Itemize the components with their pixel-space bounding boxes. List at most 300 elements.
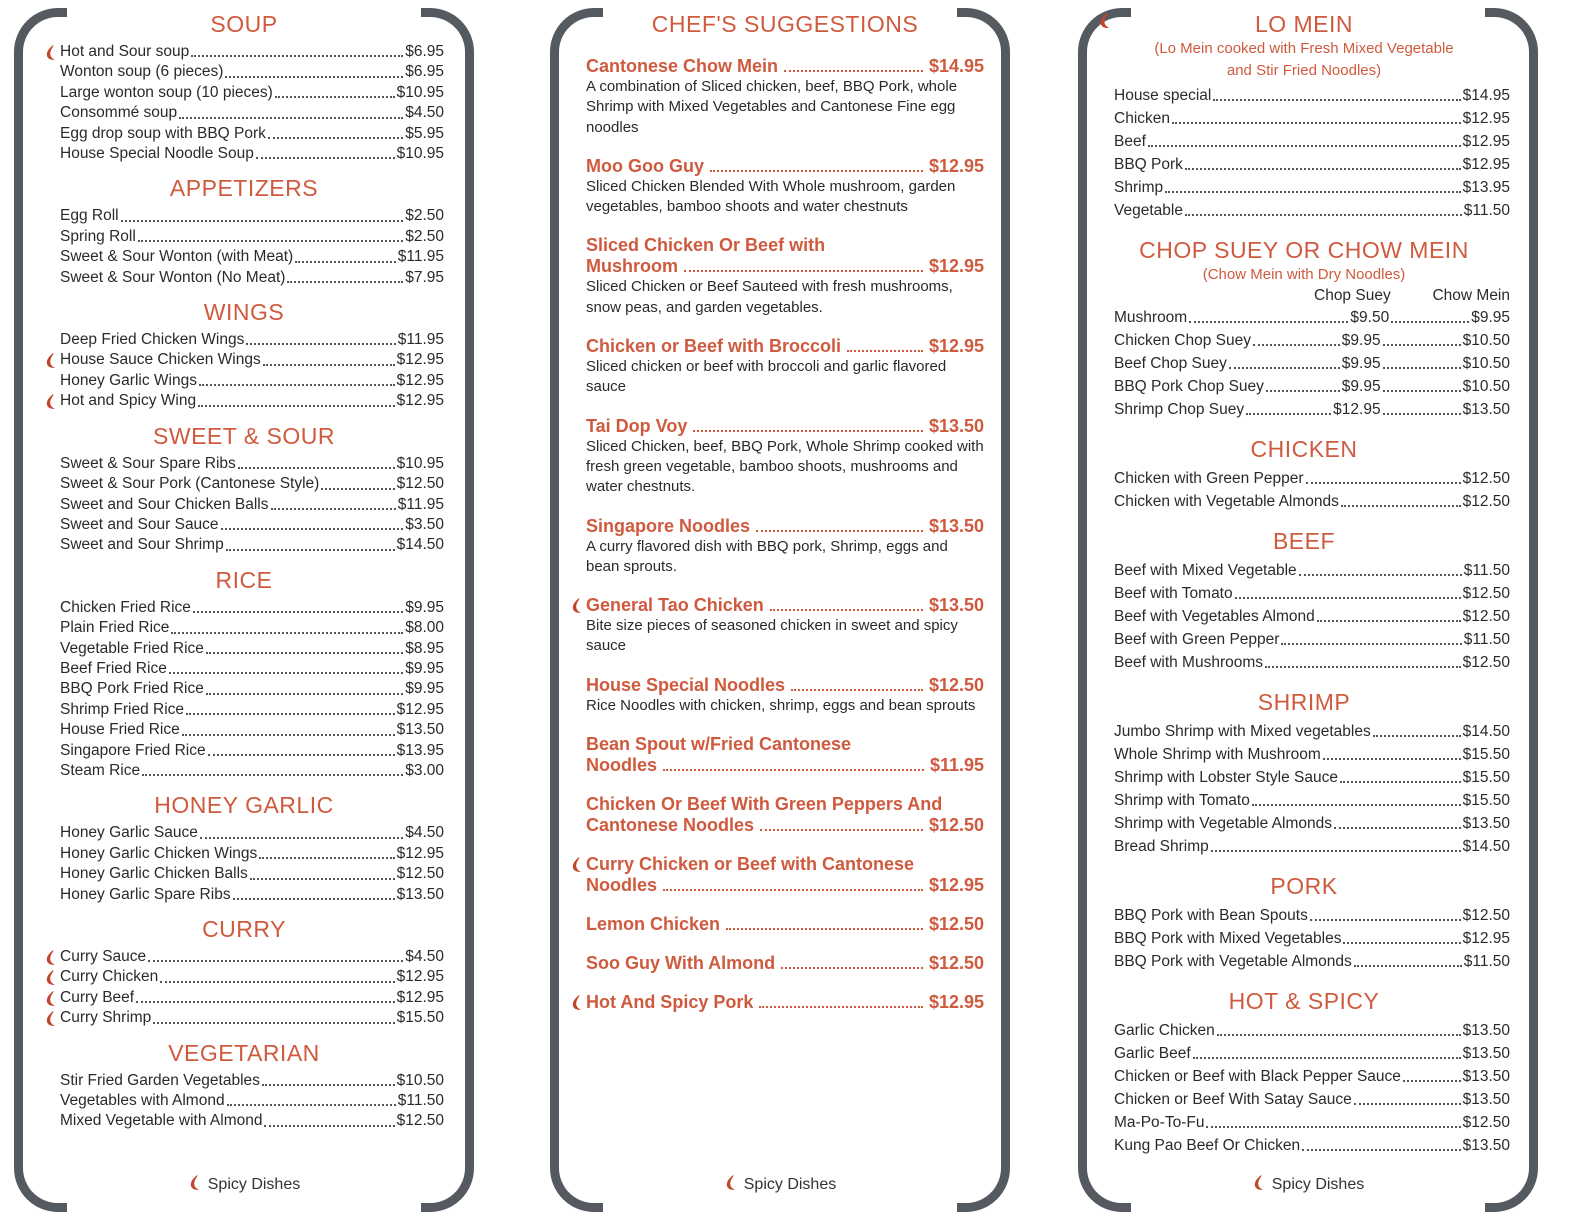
leader-dots xyxy=(250,878,395,880)
leader-dots xyxy=(1306,482,1461,484)
dish-price: $13.50 xyxy=(928,595,984,616)
leader-dots xyxy=(153,1022,394,1024)
leader-dots xyxy=(268,137,403,139)
dish-heading xyxy=(586,416,984,437)
menu-item-price: $12.95 xyxy=(1462,156,1510,173)
dish-name-line: Curry Chicken or Beef with Cantonese xyxy=(586,854,915,875)
menu-section xyxy=(1098,987,1510,1157)
dish-price: $13.50 xyxy=(928,515,984,536)
menu-item-name: Chicken with Vegetable Almonds xyxy=(1114,493,1339,510)
menu-item-name: BBQ Pork xyxy=(1114,156,1183,173)
leader-dots xyxy=(1383,344,1461,346)
menu-item-name: Beef xyxy=(1114,133,1146,150)
menu-item xyxy=(44,495,444,515)
section-lo-mein xyxy=(1098,10,1510,222)
leader-dots xyxy=(221,528,404,530)
menu-item xyxy=(1098,766,1510,789)
menu-item-name: Curry Sauce xyxy=(60,948,147,965)
leader-dots xyxy=(246,343,395,345)
leader-dots xyxy=(1193,1057,1461,1059)
leader-dots xyxy=(726,928,923,930)
menu-item-price: $12.50 xyxy=(396,475,444,493)
menu-item xyxy=(1098,651,1510,674)
dish-name: House Special Noodles xyxy=(586,674,786,695)
leader-dots xyxy=(182,734,395,736)
menu-item xyxy=(1098,1088,1510,1111)
menu-section xyxy=(44,422,444,556)
menu-item xyxy=(44,144,444,164)
menu-item-price: $7.95 xyxy=(405,268,444,286)
menu-item xyxy=(1098,130,1510,153)
leader-dots xyxy=(1211,850,1461,852)
menu-item xyxy=(1098,743,1510,766)
dish-price: $12.50 xyxy=(928,815,984,836)
menu-section xyxy=(1098,435,1510,513)
menu-item-price-chow-mein: $10.50 xyxy=(1462,332,1510,349)
leader-dots xyxy=(759,1006,923,1008)
menu-item xyxy=(44,535,444,555)
menu-item-price: $13.50 xyxy=(396,885,444,903)
leader-dots xyxy=(121,220,404,222)
menu-item-price: $15.50 xyxy=(1462,792,1510,809)
menu-item-name: Sweet & Sour Wonton (with Meat) xyxy=(60,248,294,266)
spicy-legend xyxy=(550,1176,1010,1194)
menu-item-price: $3.50 xyxy=(405,515,444,533)
menu-item-name: Ma-Po-To-Fu xyxy=(1114,1114,1205,1131)
menu-item xyxy=(44,83,444,103)
leader-dots xyxy=(1265,666,1461,668)
menu-item-name: Honey Garlic Chicken Balls xyxy=(60,865,248,883)
dish-heading xyxy=(586,815,984,836)
dish-name: Soo Guy With Almond xyxy=(586,953,776,974)
leader-dots xyxy=(1185,214,1462,216)
leader-dots xyxy=(1281,643,1461,645)
section-chop-suey xyxy=(1098,236,1510,421)
leader-dots xyxy=(1391,321,1469,323)
menu-item-name: Curry Beef xyxy=(60,988,135,1006)
menu-item xyxy=(44,350,444,370)
dish-name: Tai Dop Voy xyxy=(586,415,688,436)
menu-item-price: $12.95 xyxy=(396,700,444,718)
right-menu-content xyxy=(1098,10,1510,1171)
chef-dish xyxy=(586,416,984,498)
menu-item xyxy=(1098,605,1510,628)
dish-price: $12.50 xyxy=(928,914,984,935)
menu-item-price: $4.50 xyxy=(405,948,444,965)
menu-item-price: $8.00 xyxy=(405,619,444,637)
menu-item xyxy=(1098,490,1510,513)
menu-item-name: Beef with Mixed Vegetable xyxy=(1114,562,1297,579)
chili-pepper-icon xyxy=(1098,12,1110,29)
menu-item-name: Steam Rice xyxy=(60,761,141,779)
menu-item-name: Jumbo Shrimp with Mixed vegetables xyxy=(1114,723,1371,740)
column-header-chop-suey: Chop Suey xyxy=(1314,287,1391,304)
menu-item-name: Beef Fried Rice xyxy=(60,659,167,677)
menu-item xyxy=(44,227,444,247)
menu-item-price: $13.50 xyxy=(1462,1091,1510,1108)
menu-item-name: Shrimp with Tomato xyxy=(1114,792,1250,809)
leader-dots xyxy=(1185,168,1461,170)
dish-price: $12.50 xyxy=(928,953,984,974)
menu-item-price: $12.50 xyxy=(396,865,444,883)
dish-name-line: Sliced Chicken Or Beef with xyxy=(586,235,826,256)
leader-dots xyxy=(1172,122,1461,124)
chef-dish xyxy=(586,595,984,657)
menu-item-name: BBQ Pork Fried Rice xyxy=(60,680,204,698)
leader-dots xyxy=(227,1104,396,1106)
chili-pepper-icon xyxy=(1252,1174,1264,1191)
dish-heading xyxy=(586,595,984,616)
section-title: CURRY xyxy=(202,916,286,942)
menu-item-price: $12.50 xyxy=(1462,470,1510,487)
spicy-legend-label: Spicy Dishes xyxy=(207,1176,301,1193)
menu-item-name: Egg drop soup with BBQ Pork xyxy=(60,124,266,142)
menu-item-price: $11.50 xyxy=(1463,953,1510,970)
menu-item-price-chow-mein: $10.50 xyxy=(1462,355,1510,372)
leader-dots xyxy=(1383,367,1461,369)
menu-item-price: $12.95 xyxy=(396,351,444,369)
menu-item-name: Beef with Mushrooms xyxy=(1114,654,1264,671)
leader-dots xyxy=(186,713,395,715)
leader-dots xyxy=(1165,191,1460,193)
menu-item-price: $11.50 xyxy=(1463,631,1510,648)
menu-item xyxy=(44,618,444,638)
chef-dish xyxy=(586,992,984,1013)
menu-item-name: Egg Roll xyxy=(60,207,119,225)
menu-item xyxy=(1098,107,1510,130)
menu-item xyxy=(44,679,444,699)
dish-heading xyxy=(586,336,984,357)
menu-item xyxy=(44,885,444,905)
spicy-legend xyxy=(1078,1176,1538,1194)
dish-description: Sliced Chicken Blended With Whole mushroom, garden vegetables, bamboo shoots and water chestnuts xyxy=(586,177,956,216)
left-menu-content xyxy=(44,10,444,1142)
menu-item-name: Honey Garlic Wings xyxy=(60,371,197,389)
leader-dots xyxy=(259,857,394,859)
menu-item-price: $9.95 xyxy=(405,659,444,677)
menu-item-price-chop-suey: $9.95 xyxy=(1341,332,1381,349)
chili-pepper-icon xyxy=(724,1174,736,1191)
leader-dots xyxy=(1302,1149,1460,1151)
menu-item-price: $15.50 xyxy=(396,1009,444,1027)
menu-item xyxy=(1098,467,1510,490)
leader-dots xyxy=(200,837,403,839)
leader-dots xyxy=(1323,758,1461,760)
menu-item-price: $10.95 xyxy=(396,454,444,472)
leader-dots xyxy=(1343,942,1460,944)
menu-item xyxy=(44,62,444,82)
dish-price: $13.50 xyxy=(928,415,984,436)
menu-item xyxy=(44,639,444,659)
menu-item-price-chop-suey: $12.95 xyxy=(1333,401,1381,418)
menu-item-name: Curry Shrimp xyxy=(60,1009,152,1027)
chef-dish xyxy=(586,794,984,836)
leader-dots xyxy=(1354,965,1462,967)
leader-dots xyxy=(262,1084,395,1086)
menu-item xyxy=(44,761,444,781)
dish-heading xyxy=(586,992,984,1013)
section-title: RICE xyxy=(215,566,273,593)
menu-item-price: $14.95 xyxy=(1462,87,1510,104)
menu-item-name: Garlic Beef xyxy=(1114,1045,1191,1062)
right-panel xyxy=(1078,0,1538,1224)
menu-item-price: $12.95 xyxy=(396,844,444,862)
dish-name-line: Chicken Or Beef With Green Peppers And xyxy=(586,794,943,815)
leader-dots xyxy=(191,55,403,57)
menu-item xyxy=(1098,582,1510,605)
menu-item-price: $14.50 xyxy=(1462,723,1510,740)
dish-description: Sliced Chicken, beef, BBQ Pork, Whole Shrimp cooked with fresh green vegetable, bamboo shoots, mushrooms and water chestnuts. xyxy=(586,437,984,496)
dish-name: Lemon Chicken xyxy=(586,914,721,935)
dish-price: $11.95 xyxy=(929,755,984,776)
dish-price: $12.95 xyxy=(928,875,984,896)
leader-dots xyxy=(1341,505,1461,507)
leader-dots xyxy=(770,609,923,611)
menu-item-price: $6.95 xyxy=(405,43,444,60)
dish-description: Sliced Chicken or Beef Sauteed with fresh mushrooms, snow peas, and garden vegetables. xyxy=(586,278,953,316)
dish-name: Noodles xyxy=(586,755,658,776)
menu-item xyxy=(44,598,444,618)
menu-item-name: BBQ Pork with Bean Spouts xyxy=(1114,907,1308,924)
leader-dots xyxy=(781,967,923,969)
menu-item xyxy=(44,967,444,987)
chili-pepper-icon xyxy=(44,1010,56,1027)
leader-dots xyxy=(1383,390,1461,392)
menu-item-name: Chicken Chop Suey xyxy=(1114,332,1251,349)
chef-dish xyxy=(586,516,984,578)
menu-item xyxy=(1098,375,1510,398)
chef-dish xyxy=(586,336,984,398)
menu-item-name: Mixed Vegetable with Almond xyxy=(60,1112,263,1130)
leader-dots xyxy=(238,467,395,469)
leader-dots xyxy=(847,350,923,352)
menu-item-name: Beef Chop Suey xyxy=(1114,355,1227,372)
menu-item-price: $13.50 xyxy=(1462,1045,1510,1062)
leader-dots xyxy=(1229,367,1340,369)
menu-item xyxy=(1098,199,1510,222)
chef-dish xyxy=(586,734,984,776)
dish-name: Singapore Noodles xyxy=(586,515,751,536)
menu-item-name: Beef with Vegetables Almond xyxy=(1114,608,1315,625)
menu-item xyxy=(1098,927,1510,950)
dish-heading xyxy=(586,516,984,537)
menu-item-name: Sweet and Sour Chicken Balls xyxy=(60,495,269,513)
dish-price: $12.50 xyxy=(928,674,984,695)
menu-item-name: Honey Garlic Chicken Wings xyxy=(60,844,258,862)
menu-item-price: $12.50 xyxy=(1462,585,1510,602)
section-title: LO MEIN xyxy=(1254,11,1354,37)
chef-dish xyxy=(586,235,984,318)
dish-description: Bite size pieces of seasoned chicken in sweet and spicy sauce xyxy=(586,617,958,655)
menu-item-price-chow-mein: $13.50 xyxy=(1462,401,1510,418)
leader-dots xyxy=(271,508,396,510)
menu-item-name: Hot and Sour soup xyxy=(60,43,190,60)
leader-dots xyxy=(142,774,403,776)
leader-dots xyxy=(1317,620,1461,622)
menu-item xyxy=(1098,720,1510,743)
menu-item-name: BBQ Pork with Vegetable Almonds xyxy=(1114,953,1352,970)
leader-dots xyxy=(1299,574,1462,576)
menu-item-price: $12.50 xyxy=(396,1112,444,1130)
leader-dots xyxy=(1266,390,1340,392)
menu-item-price-chow-mein: $10.50 xyxy=(1462,378,1510,395)
menu-item xyxy=(44,988,444,1008)
leader-dots xyxy=(1253,344,1340,346)
menu-item-name: Spring Roll xyxy=(60,227,136,245)
section-title: SWEET & SOUR xyxy=(153,422,335,449)
dish-price: $12.95 xyxy=(928,256,984,277)
menu-item-price-chop-suey: $9.95 xyxy=(1341,378,1381,395)
menu-item-name: Chicken xyxy=(1114,110,1170,127)
menu-item-name: Shrimp xyxy=(1114,179,1164,196)
menu-item xyxy=(1098,1111,1510,1134)
menu-item xyxy=(1098,1019,1510,1042)
leader-dots xyxy=(138,240,403,242)
section-subtitle: (Lo Mein cooked with Fresh Mixed Vegetable xyxy=(1154,40,1454,57)
menu-item xyxy=(44,659,444,679)
chili-pepper-icon xyxy=(570,994,582,1011)
section-title: CHICKEN xyxy=(1250,436,1358,462)
leader-dots xyxy=(233,898,395,900)
menu-item-price: $10.95 xyxy=(396,83,444,101)
leader-dots xyxy=(693,430,923,432)
menu-item-price: $9.95 xyxy=(405,680,444,698)
dish-name: Noodles xyxy=(586,875,658,896)
menu-item-name: Shrimp with Lobster Style Sauce xyxy=(1114,769,1338,786)
section-subtitle: and Stir Fried Noodles) xyxy=(1226,62,1382,79)
menu-item-price: $8.95 xyxy=(405,639,444,657)
leader-dots xyxy=(287,281,403,283)
menu-item-price: $13.50 xyxy=(396,721,444,739)
leader-dots xyxy=(1206,1126,1460,1128)
spicy-legend xyxy=(14,1176,474,1194)
menu-section xyxy=(44,915,444,1029)
chef-dish-list xyxy=(586,56,984,1013)
chili-pepper-icon xyxy=(44,352,56,369)
chili-pepper-icon xyxy=(570,856,582,873)
leader-dots xyxy=(1403,1080,1461,1082)
menu-item-name: Hot and Spicy Wing xyxy=(60,392,197,410)
leader-dots xyxy=(1310,919,1461,921)
menu-item-price: $4.50 xyxy=(405,824,444,842)
menu-item-price: $13.50 xyxy=(1462,1068,1510,1085)
section-title: SOUP xyxy=(210,11,278,37)
chili-pepper-icon xyxy=(188,1174,200,1191)
leader-dots xyxy=(1235,597,1461,599)
chili-pepper-icon xyxy=(44,393,56,410)
leader-dots xyxy=(264,1125,394,1127)
menu-item-price: $10.50 xyxy=(396,1071,444,1089)
menu-item xyxy=(44,1008,444,1028)
leader-dots xyxy=(321,488,394,490)
dish-heading xyxy=(586,755,984,776)
menu-item-price: $11.95 xyxy=(397,495,444,513)
menu-item xyxy=(44,124,444,144)
dish-price: $12.95 xyxy=(928,992,984,1013)
menu-item-name: Honey Garlic Spare Ribs xyxy=(60,885,231,903)
chili-pepper-icon xyxy=(44,990,56,1007)
menu-item xyxy=(1098,812,1510,835)
menu-section xyxy=(1098,688,1510,858)
leader-dots xyxy=(1340,781,1461,783)
section-title: WINGS xyxy=(203,299,285,326)
menu-item xyxy=(1098,1065,1510,1088)
menu-item xyxy=(44,454,444,474)
menu-item xyxy=(44,42,444,62)
menu-item-name: Vegetable xyxy=(1114,202,1183,219)
menu-item xyxy=(44,330,444,350)
spicy-legend-label: Spicy Dishes xyxy=(1271,1176,1365,1193)
dish-name: Chicken or Beef with Broccoli xyxy=(586,336,842,357)
middle-menu-content xyxy=(586,10,984,1031)
leader-dots xyxy=(710,170,923,172)
leader-dots xyxy=(171,632,403,634)
menu-item-price: $15.50 xyxy=(1462,746,1510,763)
leader-dots xyxy=(1213,99,1460,101)
dish-name: Cantonese Noodles xyxy=(586,815,755,836)
dish-heading xyxy=(586,675,984,696)
dish-description: A curry flavored dish with BBQ pork, Shrimp, eggs and bean sprouts. xyxy=(586,537,948,575)
menu-item-price: $13.50 xyxy=(1462,815,1510,832)
menu-item-price: $12.50 xyxy=(1462,493,1510,510)
menu-item-name: Shrimp Chop Suey xyxy=(1114,401,1245,418)
dish-name: General Tao Chicken xyxy=(586,595,764,616)
leader-dots xyxy=(663,889,923,891)
section-title: BEEF xyxy=(1272,528,1336,554)
section-title: HONEY GARLIC xyxy=(154,792,334,819)
menu-section xyxy=(44,298,444,412)
dish-price: $12.95 xyxy=(928,336,984,357)
menu-item-name: Chicken with Green Pepper xyxy=(1114,470,1304,487)
menu-item-name: Sweet and Sour Sauce xyxy=(60,515,219,533)
menu-item-price-chop-suey: $9.95 xyxy=(1341,355,1381,372)
dish-name: Hot And Spicy Pork xyxy=(586,992,754,1013)
menu-item-price: $10.95 xyxy=(396,145,444,163)
menu-item-price: $13.95 xyxy=(1462,179,1510,196)
section-title: SHRIMP xyxy=(1257,689,1351,715)
menu-item-name: Chicken Fried Rice xyxy=(60,598,191,616)
menu-item xyxy=(44,206,444,226)
menu-item-price: $3.00 xyxy=(405,761,444,779)
leader-dots xyxy=(684,270,923,272)
leader-dots xyxy=(199,384,395,386)
menu-item-name: Shrimp with Vegetable Almonds xyxy=(1114,815,1332,832)
menu-item xyxy=(44,947,444,967)
leader-dots xyxy=(169,672,403,674)
leader-dots xyxy=(295,261,396,263)
menu-section xyxy=(44,791,444,905)
menu-item-price-chow-mein: $9.95 xyxy=(1471,309,1510,326)
leader-dots xyxy=(263,364,395,366)
dish-name: Mushroom xyxy=(586,256,678,277)
leader-dots xyxy=(791,689,923,691)
menu-item xyxy=(44,515,444,535)
leader-dots xyxy=(136,1001,394,1003)
menu-item-price: $15.50 xyxy=(1462,769,1510,786)
section-title: APPETIZERS xyxy=(169,175,319,202)
menu-item xyxy=(1098,306,1510,329)
menu-item-price: $11.95 xyxy=(397,248,444,266)
menu-item-price: $12.50 xyxy=(1462,654,1510,671)
menu-item-name: Stir Fried Garden Vegetables xyxy=(60,1071,260,1089)
leader-dots xyxy=(1334,827,1461,829)
section-title-chefs-suggestions: CHEF'S SUGGESTIONS xyxy=(651,11,919,37)
menu-item-name: Garlic Chicken xyxy=(1114,1022,1215,1039)
menu-item-name: Vegetable Fried Rice xyxy=(60,639,204,657)
menu-item-name: Chicken or Beef with Black Pepper Sauce xyxy=(1114,1068,1401,1085)
menu-item xyxy=(1098,398,1510,421)
menu-item-name: BBQ Pork Chop Suey xyxy=(1114,378,1264,395)
